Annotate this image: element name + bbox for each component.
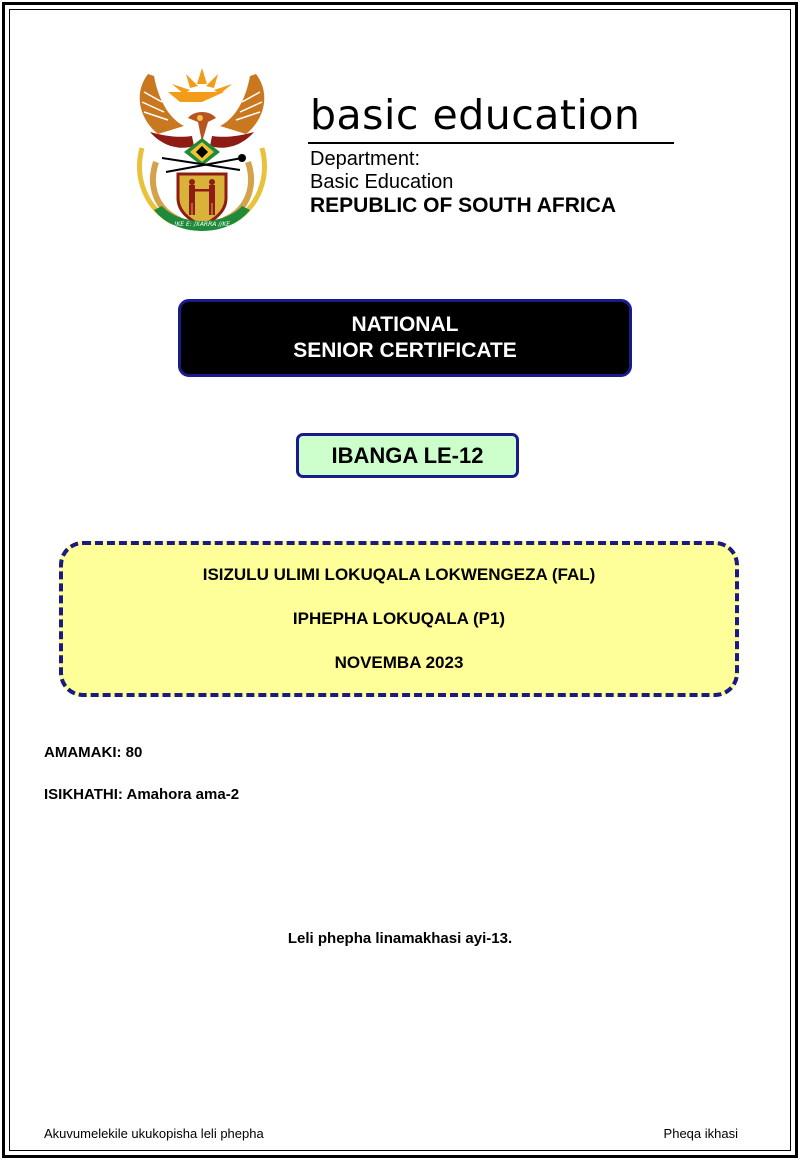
exam-session: NOVEMBA 2023 [334,653,464,672]
subject-panel [59,541,739,697]
turn-page-notice: Pheqa ikhasi [663,1126,738,1141]
copyright-notice: Akuvumelekile ukukopisha leli phepha [44,1126,264,1141]
department-label: Department: [310,148,421,170]
department-brand [308,92,678,218]
certificate-line-2: SENIOR CERTIFICATE [293,339,517,362]
page-count-note: Leli phepha linamakhasi ayi-13. [287,930,513,947]
total-marks: AMAMAKI: 80 [44,744,143,761]
paper-number: IPHEPHA LOKUQALA (P1) [292,609,506,628]
coat-of-arms-icon [128,62,276,234]
country-name: REPUBLIC OF SOUTH AFRICA [310,194,617,217]
department-name: Basic Education [310,171,454,193]
brand-divider [308,142,674,144]
svg-text:!KE E: /XARRA //KE: !KE E: /XARRA //KE [173,221,231,228]
brand-title: basic education [310,91,641,139]
certificate-banner [178,299,632,377]
grade-badge: IBANGA LE-12 [296,433,519,478]
exam-duration: ISIKHATHI: Amahora ama-2 [44,786,240,803]
subject-name: ISIZULU ULIMI LOKUQALA LOKWENGEZA (FAL) [202,565,596,584]
certificate-line-1: NATIONAL [351,313,459,336]
